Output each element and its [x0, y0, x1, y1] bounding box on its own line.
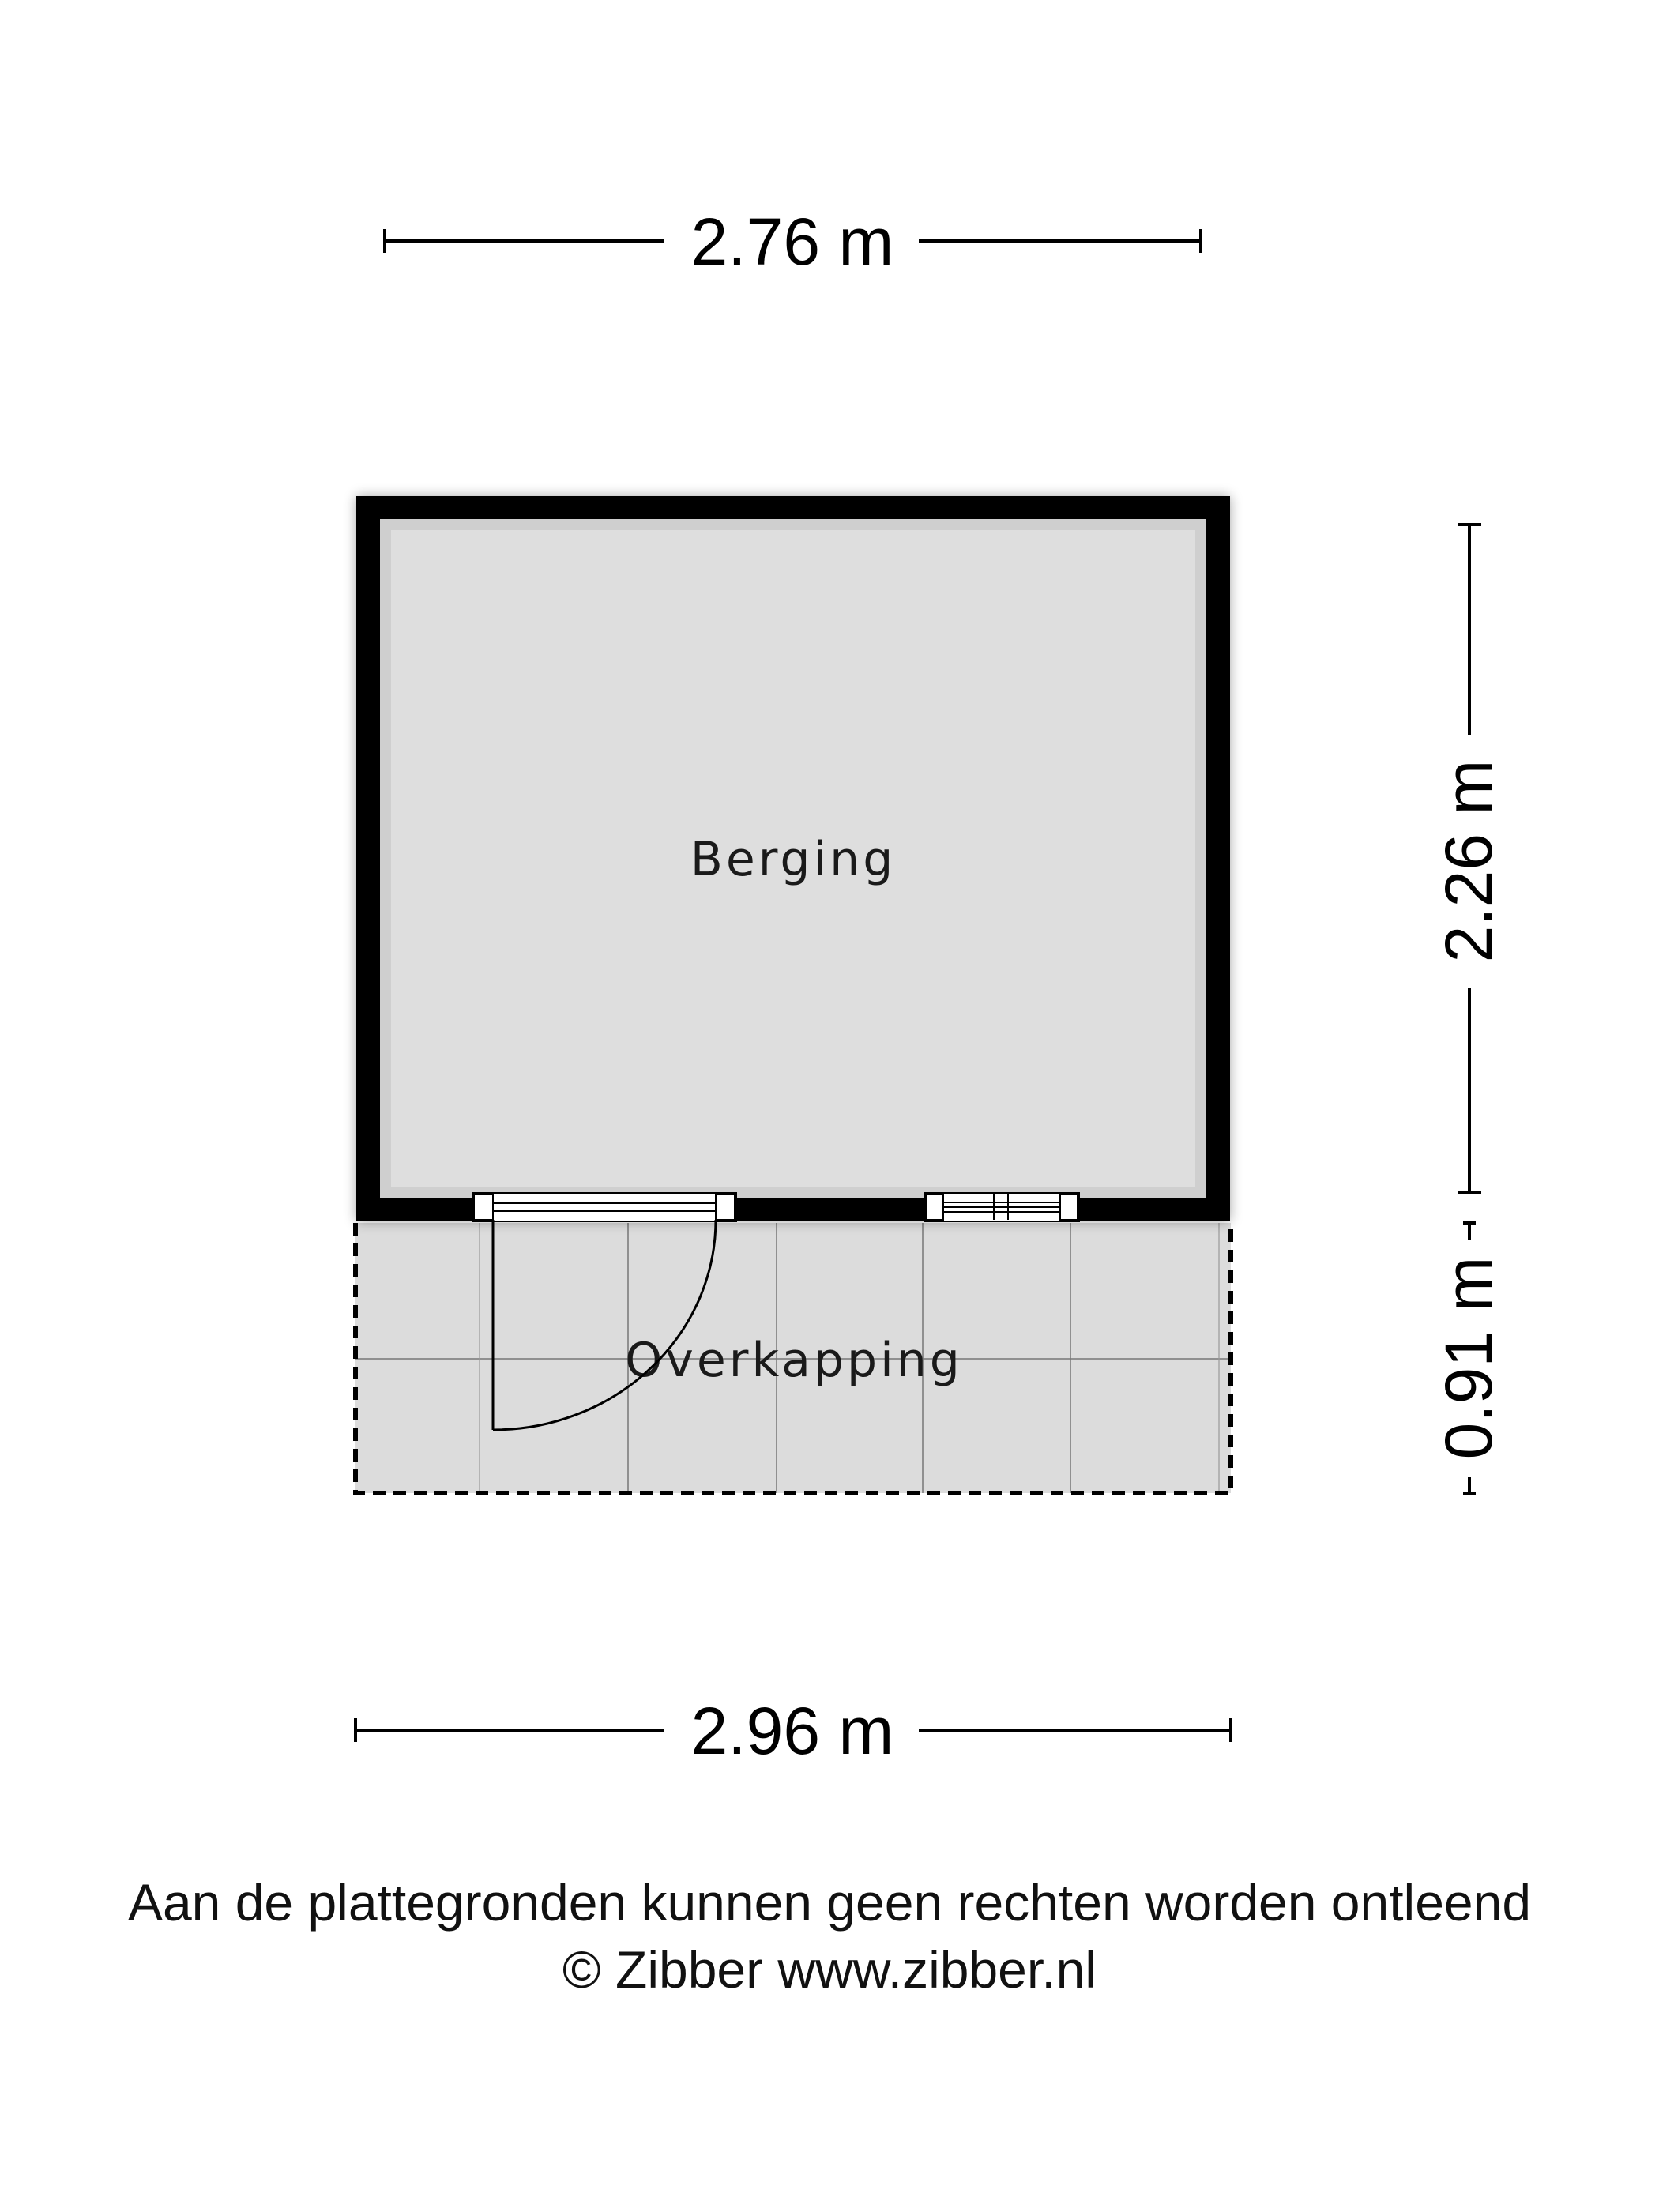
- overkapping-label: Overkapping: [625, 1333, 963, 1388]
- bottom-width-label: 2.96 m: [690, 1694, 894, 1768]
- top-width-label: 2.76 m: [690, 205, 894, 279]
- top-width-dimension: [385, 205, 1201, 279]
- copyright-text: © Zibber www.zibber.nl: [562, 1940, 1097, 1999]
- berging-depth-dimension: [1431, 525, 1506, 1193]
- bottom-width-dimension: [356, 1694, 1231, 1768]
- window: [924, 1193, 1079, 1221]
- berging-label: Berging: [690, 832, 897, 887]
- overkapping-depth-label: 0.91 m: [1431, 1256, 1506, 1460]
- disclaimer-text: Aan de plattegronden kunnen geen rechten worden ontleend: [127, 1873, 1532, 1932]
- overkapping-depth-dimension: [1431, 1223, 1506, 1493]
- berging-room: [356, 496, 1230, 1221]
- overkapping-area: [356, 1223, 1231, 1493]
- berging-depth-label: 2.26 m: [1431, 759, 1506, 963]
